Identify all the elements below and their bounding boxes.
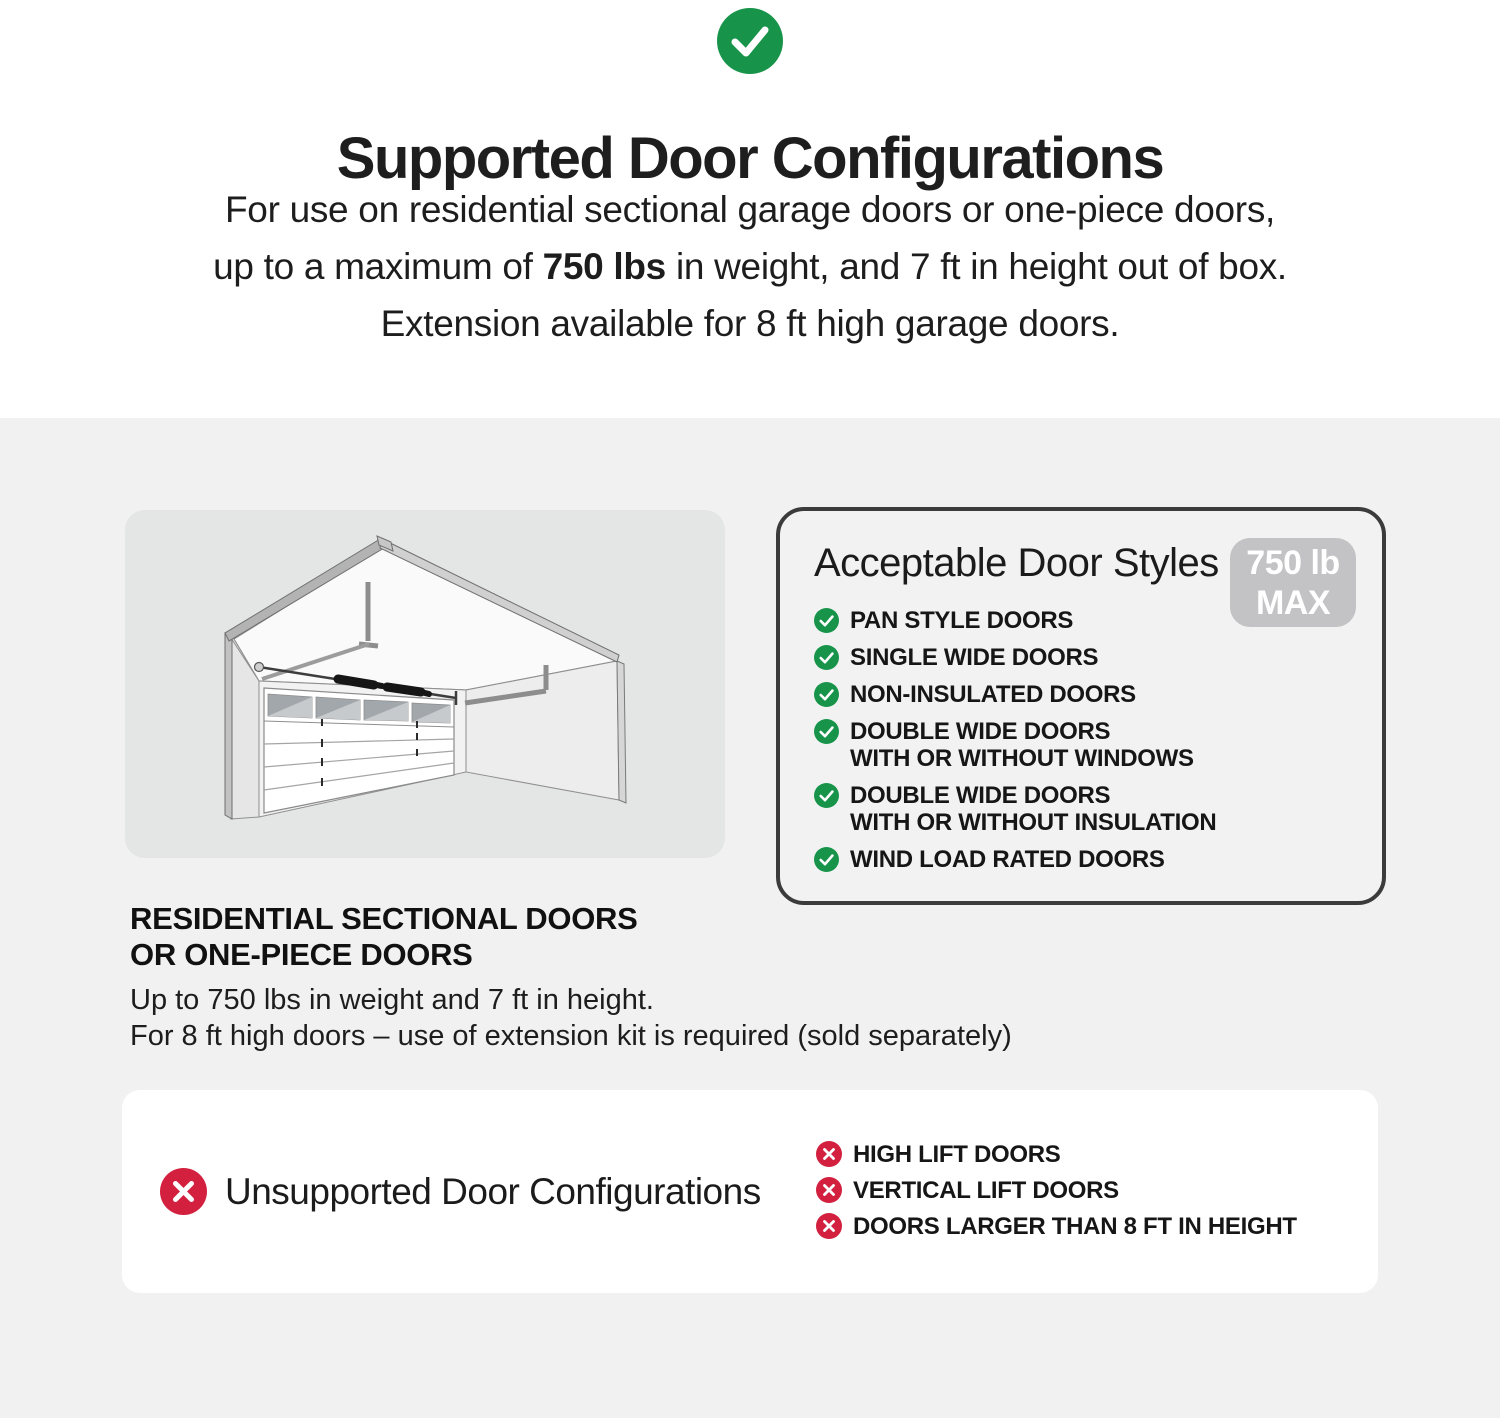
list-item <box>814 681 1356 708</box>
illustration-caption-description <box>130 982 1012 1054</box>
unsupported-heading-group <box>160 1090 761 1293</box>
list-item <box>814 607 1356 634</box>
list-item-label: DOORS LARGER THAN 8 FT IN HEIGHT <box>853 1213 1297 1240</box>
unsupported-list <box>816 1141 1297 1249</box>
list-item <box>814 644 1356 671</box>
caption-desc-line-1: Up to 750 lbs in weight and 7 ft in height. <box>130 984 654 1016</box>
caption-line-2: OR ONE-PIECE DOORS <box>130 937 473 972</box>
x-circle-icon <box>160 1168 207 1215</box>
check-circle-icon <box>814 847 839 872</box>
intro-line-2 <box>0 238 1500 295</box>
acceptable-styles-panel <box>776 507 1386 905</box>
check-circle-icon <box>814 645 839 670</box>
list-item-label: PAN STYLE DOORS <box>850 607 1074 634</box>
check-circle-icon <box>814 682 839 707</box>
check-circle-icon <box>814 783 839 808</box>
list-item <box>814 718 1356 772</box>
x-circle-icon <box>816 1141 842 1167</box>
page-title: Supported Door Configurations <box>336 125 1164 191</box>
list-item <box>816 1213 1297 1240</box>
badge-weight: 750 lb <box>1246 544 1340 582</box>
garage-interior-diagram <box>125 510 725 858</box>
check-circle-icon <box>814 719 839 744</box>
list-item-line1: DOUBLE WIDE DOORS <box>850 718 1111 745</box>
list-item <box>814 782 1356 836</box>
intro-line-3: Extension available for 8 ft high garage doors. <box>380 303 1120 344</box>
check-circle-icon <box>814 608 839 633</box>
list-item <box>816 1141 1297 1168</box>
list-item-label: HIGH LIFT DOORS <box>853 1141 1061 1168</box>
list-item-line1: DOUBLE WIDE DOORS <box>850 782 1111 809</box>
caption-line-1: RESIDENTIAL SECTIONAL DOORS <box>130 901 638 936</box>
list-item <box>816 1177 1297 1204</box>
list-item-label: WIND LOAD RATED DOORS <box>850 846 1165 873</box>
illustration-caption-heading <box>130 901 637 973</box>
unsupported-configurations-box <box>122 1090 1378 1293</box>
list-item-line2: WITH OR WITHOUT INSULATION <box>850 809 1217 836</box>
list-item-label: SINGLE WIDE DOORS <box>850 644 1099 671</box>
list-item-label <box>850 718 1194 772</box>
intro-line-1: For use on residential sectional garage doors or one-piece doors, <box>224 189 1275 230</box>
intro-line-2-post: in weight, and 7 ft in height out of box. <box>665 246 1287 287</box>
caption-desc-line-2: For 8 ft high doors – use of extension kit is required (sold separately) <box>130 1020 1012 1052</box>
list-item-line2: WITH OR WITHOUT WINDOWS <box>850 745 1194 772</box>
check-circle-icon <box>717 8 783 74</box>
intro-line-2-bold: 750 lbs <box>542 246 666 287</box>
list-item-label: NON-INSULATED DOORS <box>850 681 1136 708</box>
list-item <box>814 846 1356 873</box>
unsupported-title: Unsupported Door Configurations <box>225 1170 761 1212</box>
list-item-label: VERTICAL LIFT DOORS <box>853 1177 1119 1204</box>
acceptable-styles-list <box>814 607 1356 883</box>
panel-title: Acceptable Door Styles <box>814 541 1219 585</box>
intro-paragraph <box>0 181 1500 352</box>
garage-illustration <box>125 510 725 858</box>
list-item-label <box>850 782 1216 836</box>
badge-max: MAX <box>1255 584 1331 622</box>
intro-line-2-pre: up to a maximum of <box>213 246 543 287</box>
x-circle-icon <box>816 1177 842 1203</box>
x-circle-icon <box>816 1213 842 1239</box>
